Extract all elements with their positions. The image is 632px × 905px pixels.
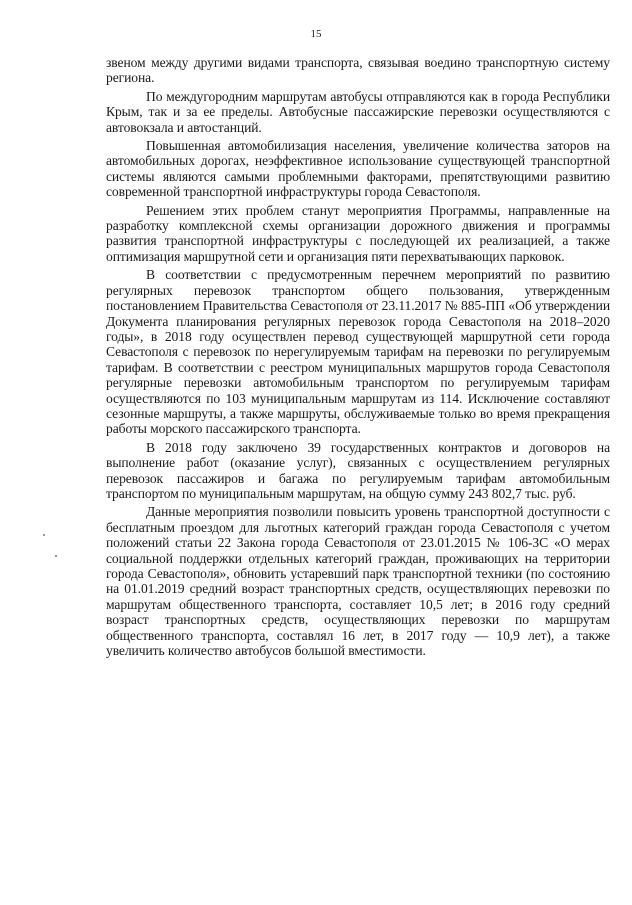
scan-speck [43, 534, 45, 536]
paragraph-fleet-renewal: Данные мероприятия позволили повысить уровень транспортной доступности с бесплатным проездом для льготных категорий граждан города Севастополя с учетом положений статьи 22 Закона города Севастополя от 23.01.2015 № 106-ЗС «О мерах социальной поддержки отдельных категорий граждан, проживающих на территории города Севастополя», обновить устаревший парк транспортной техники (по состоянию на 01.01.2019 средний возраст транспортных средств, осуществляющих перевозки по маршрутам общественного транспорта, составляет 10,5 лет; в 2016 году средний возраст транспортных средств, осуществляющих перевозки по маршрутам общественного транспорта, составлял 16 лет, в 2017 году — 10,9 лет), а также увеличить количество автобусов большой вместимости. [106, 504, 610, 659]
paragraph-continuation: звеном между другими видами транспорта, связывая воедино транспортную систему региона. [106, 55, 610, 86]
paragraph-motorization-problems: Повышенная автомобилизация населения, увеличение количества заторов на автомобильных дорогах, неэффективное использование существующей транспортной системы являются самыми проблемными факторами, препятствующими развитию современной транспортной инфраструктуры города Севастополя. [106, 138, 610, 200]
page-number: 15 [310, 28, 322, 40]
paragraph-regulated-routes: В соответствии с предусмотренным перечнем мероприятий по развитию регулярных перевозок транспортом общего пользования, утвержденным постановлением Правительства Севастополя от 23.11.2017 № 885-ПП «Об утверждении Документа планирования регулярных перевозок города Севастополя на 2018–2020 годы», в 2018 году осуществлен перевод существующей маршрутной сети города Севастополя с перевозок по нерегулируемым тарифам на перевозки по регулируемым тарифам. В соответствии с реестром муниципальных маршрутов города Севастополя регулярные перевозки автомобильным транспортом по регулируемым тарифам осуществляются по 103 муниципальным маршрутам из 114. Исключение составляют сезонные маршруты, а также маршруты, обслуживаемые только во время прекращения работы морского пассажирского транспорта. [106, 267, 610, 437]
paragraph-program-solutions: Решением этих проблем станут мероприятия Программы, направленные на разработку комплексной схемы организации дорожного движения и программы развития транспортной инфраструктуры с последующей их реализацией, а также оптимизация маршрутной сети и организация пяти перехватывающих парковок. [106, 202, 610, 264]
scan-speck [55, 555, 57, 557]
paragraph-intercity-buses: По междугородним маршрутам автобусы отправляются как в города Республики Крым, так и за ее пределы. Автобусные пассажирские перевозки осуществляются с автовокзала и автостанций. [106, 88, 610, 135]
paragraph-contracts-2018: В 2018 году заключено 39 государственных контрактов и договоров на выполнение работ (оказание услуг), связанных с осуществлением регулярных перевозок пассажиров и багажа по регулируемым тарифам автомобильным транспортом по муниципальным маршрутам, на общую сумму 243 802,7 тыс. руб. [106, 439, 610, 501]
document-body [106, 55, 610, 658]
